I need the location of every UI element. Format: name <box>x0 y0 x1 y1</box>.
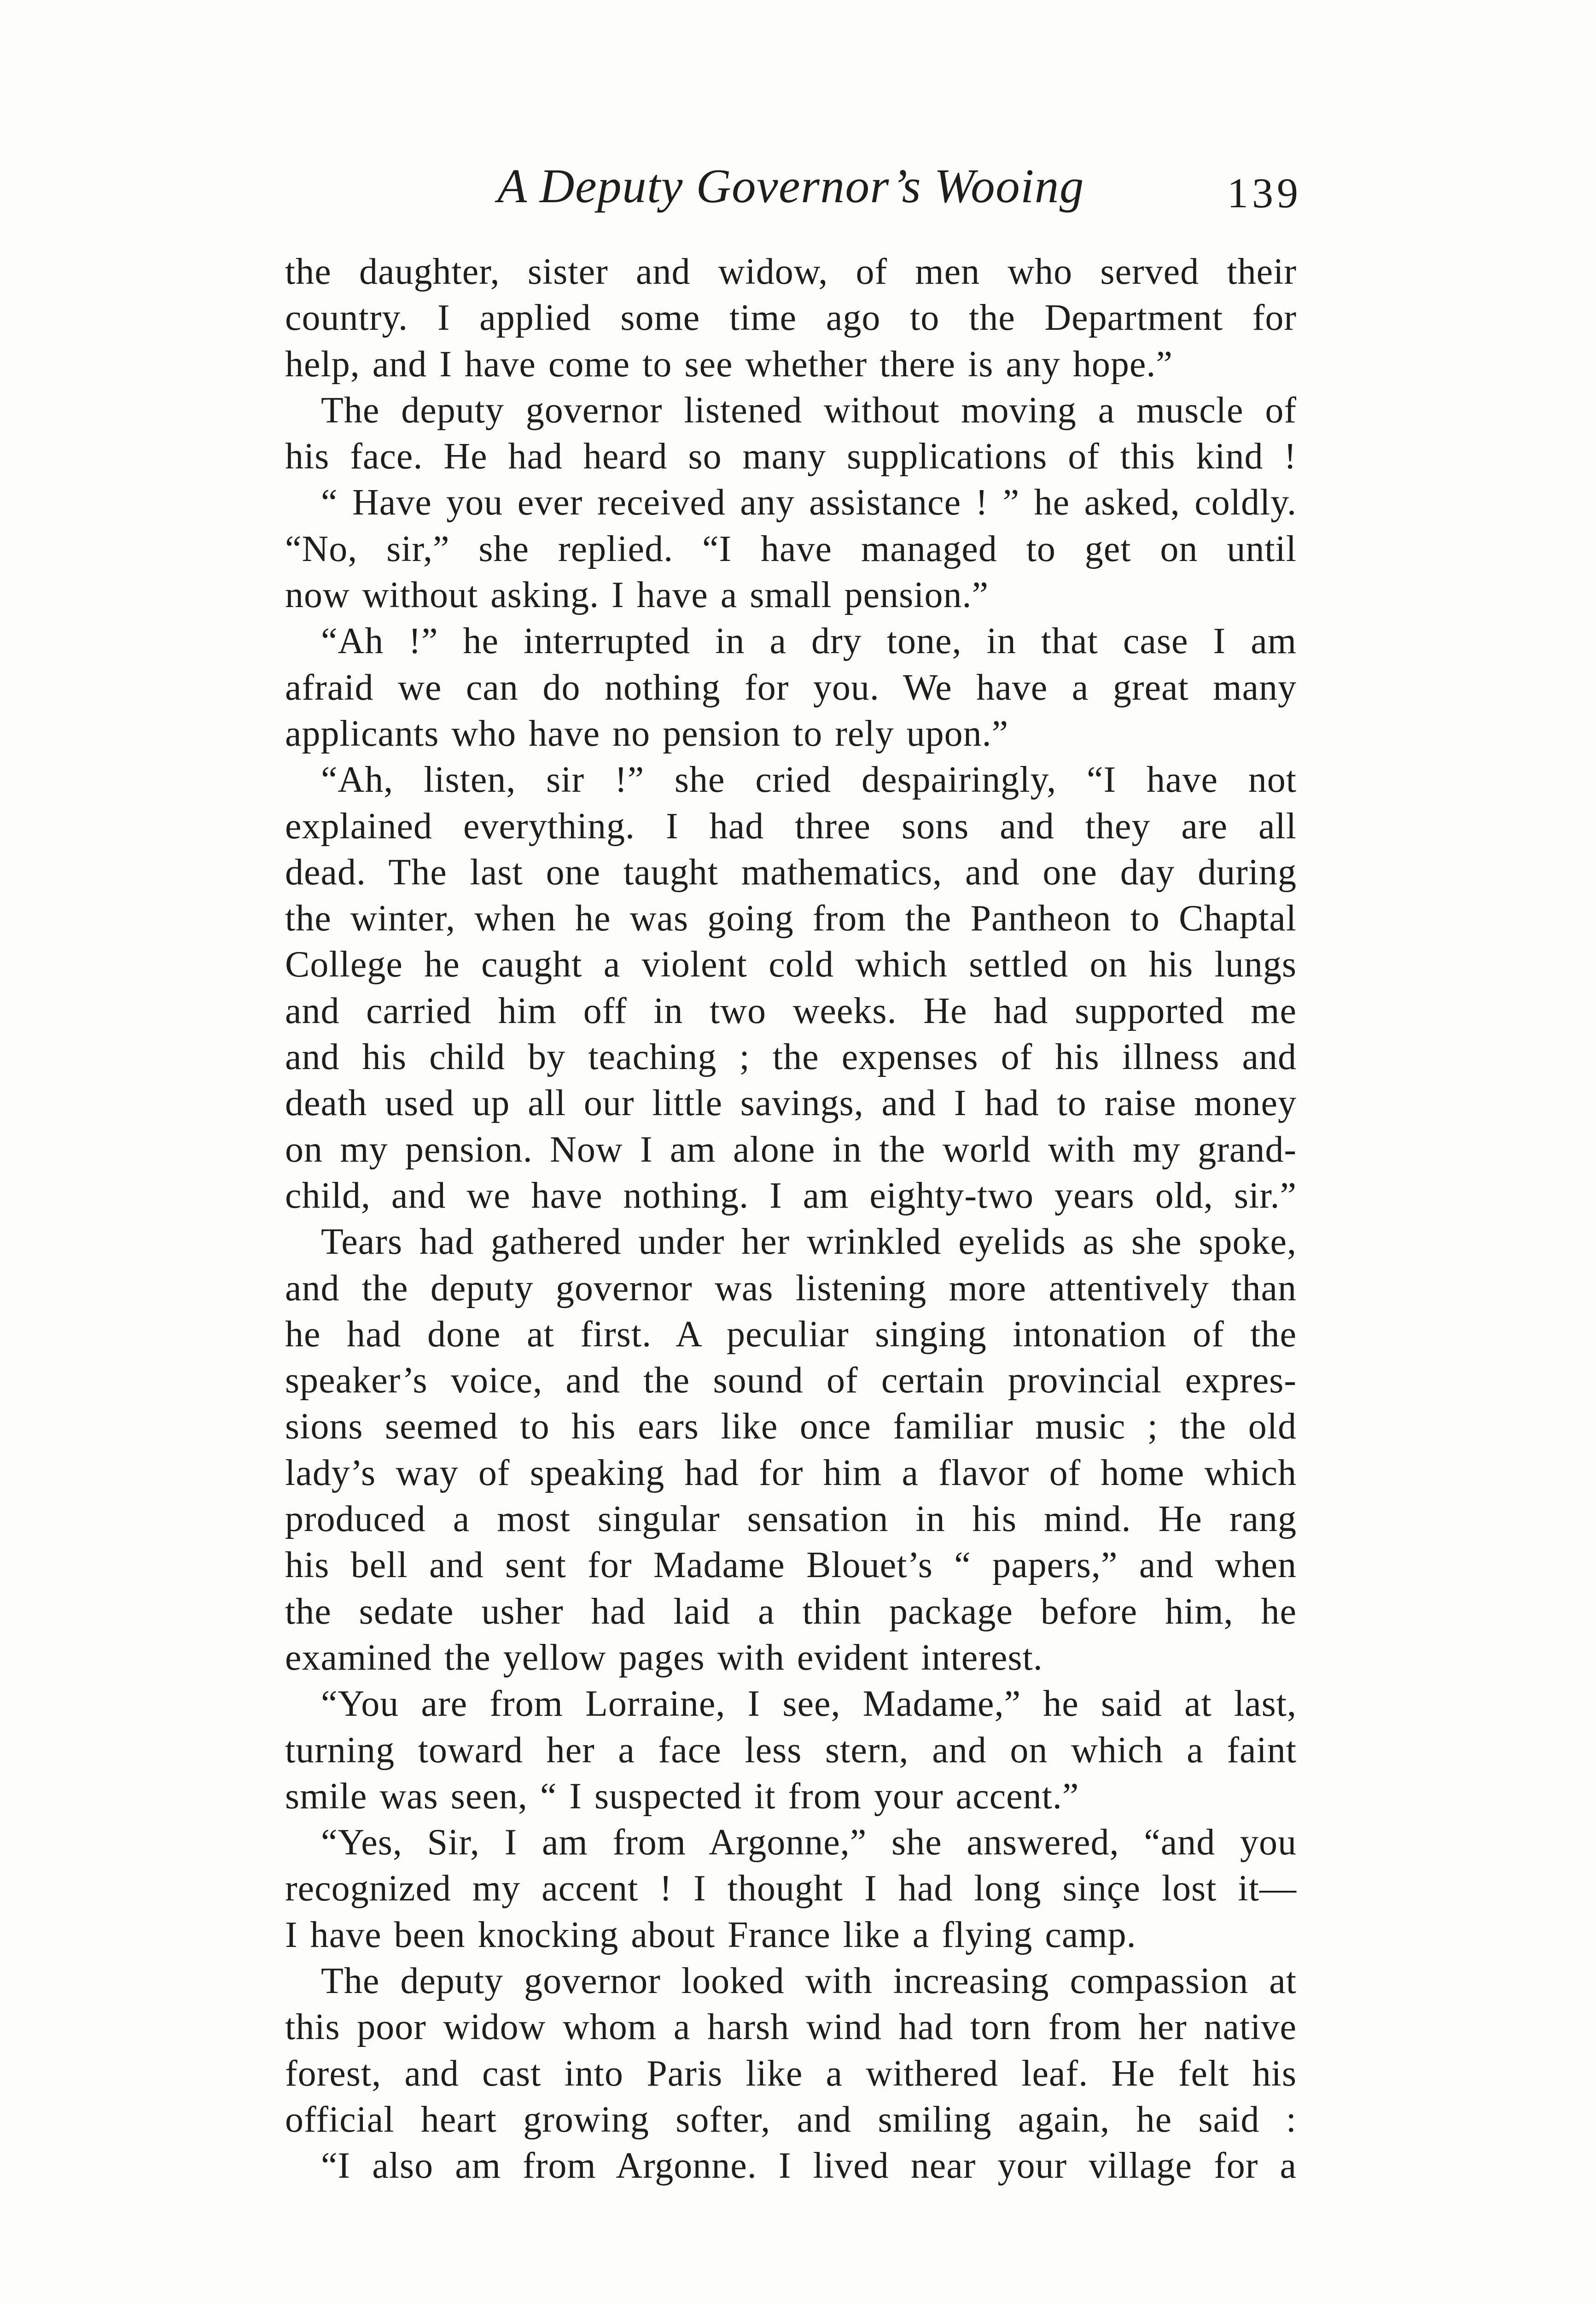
text-line: dead. The last one taught mathematics, and one day during <box>285 852 1297 893</box>
text-line: “You are from Lorraine, I see, Madame,” he said at last, <box>321 1683 1297 1724</box>
body-text <box>285 249 1297 2189</box>
text-line: and the deputy governor was listening more attentively than <box>285 1268 1297 1309</box>
paragraph <box>285 2143 1297 2189</box>
text-line: turning toward her a face less stern, and on which a faint <box>285 1730 1297 1771</box>
text-line: and carried him off in two weeks. He had supported me <box>285 990 1297 1031</box>
text-line: on my pension. Now I am alone in the world with my grand- <box>285 1129 1297 1170</box>
text-line: he had done at first. A peculiar singing intonation of the <box>285 1314 1297 1355</box>
paragraph <box>285 526 1297 619</box>
text-line: applicants who have no pension to rely upon.” <box>285 713 1009 754</box>
text-line: College he caught a violent cold which settled on his lungs <box>285 944 1297 985</box>
text-line: and his child by teaching ; the expenses of his illness and <box>285 1037 1297 1078</box>
text-line: forest, and cast into Paris like a withered leaf. He felt his <box>285 2053 1297 2094</box>
text-line: death used up all our little savings, and I had to raise money <box>285 1083 1297 1124</box>
running-title: A Deputy Governor’s Wooing <box>497 159 1084 213</box>
text-line: produced a most singular sensation in his mind. He rang <box>285 1499 1297 1540</box>
text-line: “Ah, listen, sir !” she cried despairingly, “I have not <box>321 760 1297 801</box>
text-line: afraid we can do nothing for you. We have a great many <box>285 667 1297 708</box>
paragraph <box>285 479 1297 526</box>
text-line: child, and we have nothing. I am eighty-two years old, sir.” <box>285 1175 1297 1216</box>
text-line: examined the yellow pages with evident interest. <box>285 1637 1043 1678</box>
paragraph <box>285 1219 1297 1681</box>
text-line: help, and I have come to see whether there is any hope.” <box>285 344 1173 385</box>
text-line: “Yes, Sir, I am from Argonne,” she answered, “and you <box>321 1822 1297 1863</box>
text-line: The deputy governor listened without moving a muscle of <box>321 390 1297 431</box>
text-line: country. I applied some time ago to the Department for <box>285 298 1297 339</box>
text-line: I have been knocking about France like a flying camp. <box>285 1914 1136 1955</box>
text-line: sions seemed to his ears like once familiar music ; the old <box>285 1406 1297 1447</box>
text-line: the sedate usher had laid a thin package before him, he <box>285 1591 1297 1632</box>
paragraph <box>285 249 1297 387</box>
paragraph <box>285 757 1297 1219</box>
text-line: speaker’s voice, and the sound of certain provincial expres- <box>285 1360 1297 1401</box>
text-line: The deputy governor looked with increasing compassion at <box>321 1960 1297 2001</box>
paragraph <box>285 618 1297 757</box>
paragraph <box>285 1681 1297 1819</box>
paragraph <box>285 1819 1297 1958</box>
paragraph <box>285 1958 1297 2143</box>
text-line: “ Have you ever received any assistance ! ” he asked, coldly. <box>321 482 1297 523</box>
paragraph <box>285 387 1297 480</box>
text-line: “Ah !” he interrupted in a dry tone, in that case I am <box>321 621 1297 662</box>
text-line: explained everything. I had three sons and they are all <box>285 806 1297 847</box>
text-line: “I also am from Argonne. I lived near your village for a <box>321 2145 1297 2186</box>
page-number: 139 <box>1227 170 1302 216</box>
text-line: official heart growing softer, and smiling again, he said : <box>285 2099 1297 2140</box>
text-line: smile was seen, “ I suspected it from your accent.” <box>285 1776 1079 1817</box>
text-line: now without asking. I have a small pension.” <box>285 575 989 616</box>
text-line: Tears had gathered under her wrinkled eyelids as she spoke, <box>321 1222 1297 1263</box>
text-line: his face. He had heard so many supplications of this kind ! <box>285 436 1297 477</box>
text-line: the daughter, sister and widow, of men who served their <box>285 251 1297 292</box>
text-line: the winter, when he was going from the Pantheon to Chaptal <box>285 898 1297 939</box>
text-line: recognized my accent ! I thought I had long sinçe lost it— <box>285 1868 1297 1909</box>
text-line: “No, sir,” she replied. “I have managed to get on until <box>285 528 1297 569</box>
text-line: his bell and sent for Madame Blouet’s “ papers,” and when <box>285 1545 1297 1586</box>
text-line: lady’s way of speaking had for him a flavor of home which <box>285 1452 1297 1493</box>
text-line: this poor widow whom a harsh wind had torn from her native <box>285 2007 1297 2048</box>
